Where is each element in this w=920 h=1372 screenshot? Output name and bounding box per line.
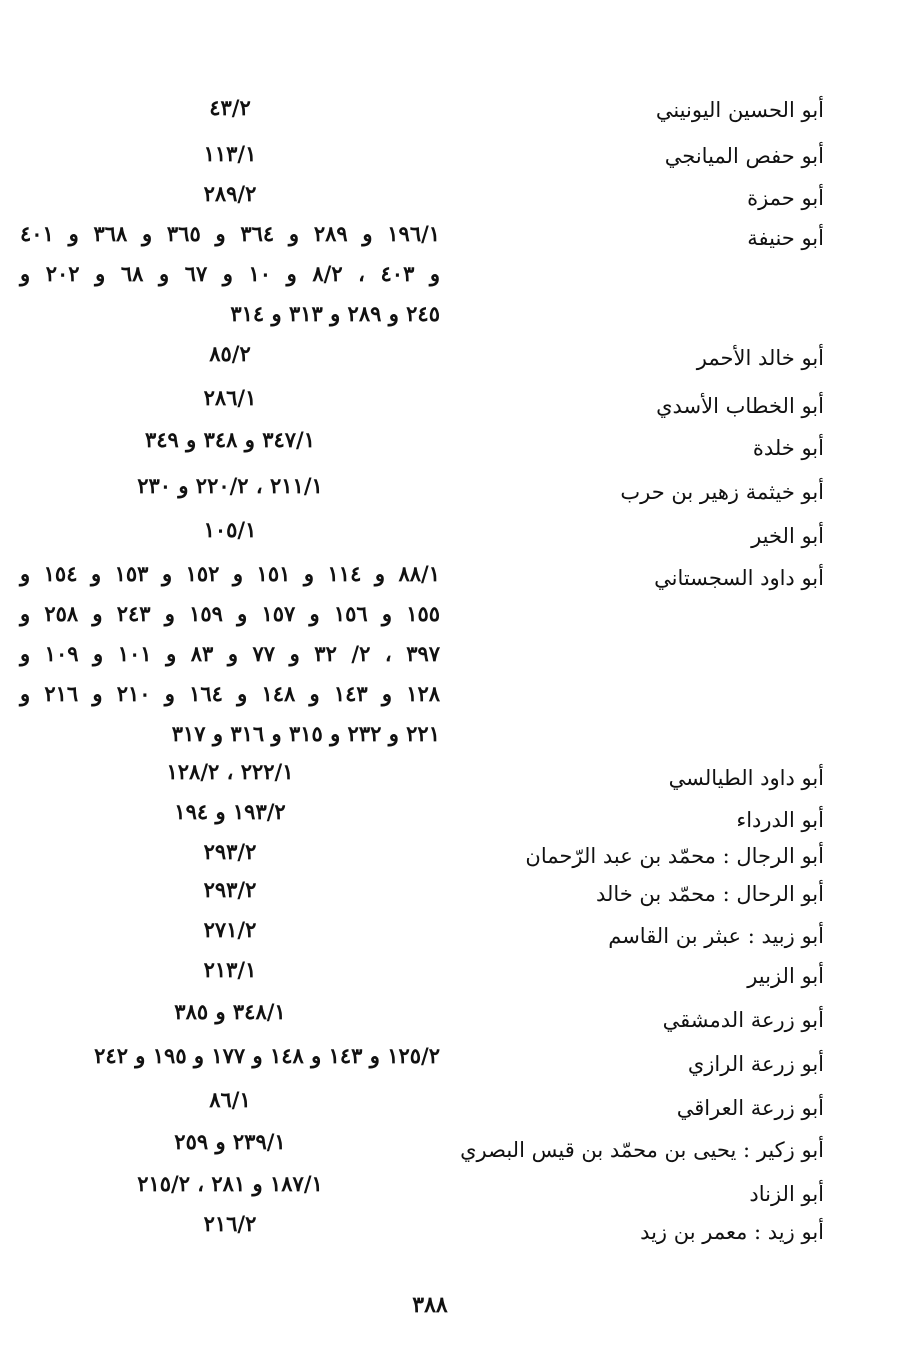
entry-name: أبو زبيد : عبثر بن القاسم: [608, 924, 824, 948]
entry-name: أبو الرجال : محمّد بن عبد الرّحمان: [525, 844, 824, 868]
entry-refs: ٢٧١/٢: [203, 917, 257, 942]
entry-refs: ١٨٧/١ و ٢٨١ ، ٢١٥/٢: [137, 1171, 323, 1196]
entry-refs: ٣٩٧ ، ٢/ ٣٢ و ٧٧ و ٨٣ و ١٠١ و ١٠٩ و: [20, 641, 441, 666]
entry-name: أبو خيثمة زهير بن حرب: [620, 480, 824, 504]
entry-name: أبو زيد : معمر بن زيد: [640, 1220, 824, 1244]
entry-refs: ١٩٣/٢ و ١٩٤: [174, 799, 286, 824]
entry-name: أبو حنيفة: [747, 226, 824, 250]
entry-refs: و ٤٠٣ ، ٨/٢ و ١٠ و ٦٧ و ٦٨ و ٢٠٢ و: [20, 261, 441, 286]
entry-refs: ٢١١/١ ، ٢٢٠/٢ و ٢٣٠: [137, 473, 323, 498]
entry-refs: ٣٤٧/١ و ٣٤٨ و ٣٤٩: [144, 427, 315, 452]
entry-refs: ٢٣٩/١ و ٢٥٩: [174, 1129, 286, 1154]
entry-refs: ٤٣/٢: [209, 95, 251, 120]
entry-refs: ١٢٥/٢ و ١٤٣ و ١٤٨ و ١٧٧ و ١٩٥ و ٢٤٢: [94, 1043, 440, 1068]
entry-name: أبو خلدة: [752, 436, 824, 460]
entry-name: أبو حفص الميانجي: [664, 144, 824, 168]
entry-refs: ١١٣/١: [203, 141, 257, 166]
entry-name: أبو خالد الأحمر: [696, 346, 824, 370]
entry-refs: ١٢٨ و ١٤٣ و ١٤٨ و ١٦٤ و ٢١٠ و ٢١٦ و: [20, 681, 441, 706]
entry-refs: ٢٨٦/١: [203, 385, 257, 410]
entry-refs: ١٩٦/١ و ٢٨٩ و ٣٦٤ و ٣٦٥ و ٣٦٨ و ٤٠١: [20, 221, 441, 246]
entry-refs: ٨٨/١ و ١١٤ و ١٥١ و ١٥٢ و ١٥٣ و ١٥٤ و: [20, 561, 440, 586]
entry-name: أبو زكير : يحيى بن محمّد بن قيس البصري: [460, 1138, 824, 1162]
entry-name: أبو الرحال : محمّد بن خالد: [595, 882, 824, 906]
entry-refs: ١٠٥/١: [203, 517, 257, 542]
entry-name: أبو حمزة: [747, 186, 824, 210]
page-number: ٣٨٨: [412, 1292, 448, 1318]
entry-refs: ٢٤٥ و ٢٨٩ و ٣١٣ و ٣١٤: [230, 301, 440, 326]
entry-name: أبو داود الطيالسي: [668, 766, 824, 790]
entry-refs: ٢١٣/١: [203, 957, 257, 982]
entry-refs: ٨٥/٢: [209, 341, 251, 366]
entry-name: أبو الحسين اليونيني: [655, 98, 824, 122]
entry-name: أبو الزناد: [749, 1182, 824, 1206]
entry-name: أبو داود السجستاني: [654, 566, 824, 590]
entry-name: أبو زرعة الدمشقي: [662, 1008, 824, 1032]
entry-refs: ٢٢١ و ٢٣٢ و ٣١٥ و ٣١٦ و ٣١٧: [171, 721, 440, 746]
entry-name: أبو الخير: [751, 524, 824, 548]
entry-refs: ٢٩٣/٢: [203, 877, 257, 902]
entry-refs: ٨٦/١: [209, 1087, 251, 1112]
entry-name: أبو الزبير: [747, 964, 824, 988]
entry-name: أبو الخطاب الأسدي: [656, 394, 824, 418]
entry-name: أبو الدرداء: [736, 808, 824, 832]
entry-refs: ٢٢٢/١ ، ١٢٨/٢: [166, 759, 294, 784]
entry-name: أبو زرعة الرازي: [687, 1052, 824, 1076]
entry-name: أبو زرعة العراقي: [676, 1096, 824, 1120]
entry-refs: ٣٤٨/١ و ٣٨٥: [174, 999, 286, 1024]
entry-refs: ١٥٥ و ١٥٦ و ١٥٧ و ١٥٩ و ٢٤٣ و ٢٥٨ و: [20, 601, 441, 626]
entry-refs: ٢٨٩/٢: [203, 181, 257, 206]
entry-refs: ٢٩٣/٢: [203, 839, 257, 864]
entry-refs: ٢١٦/٢: [203, 1211, 257, 1236]
